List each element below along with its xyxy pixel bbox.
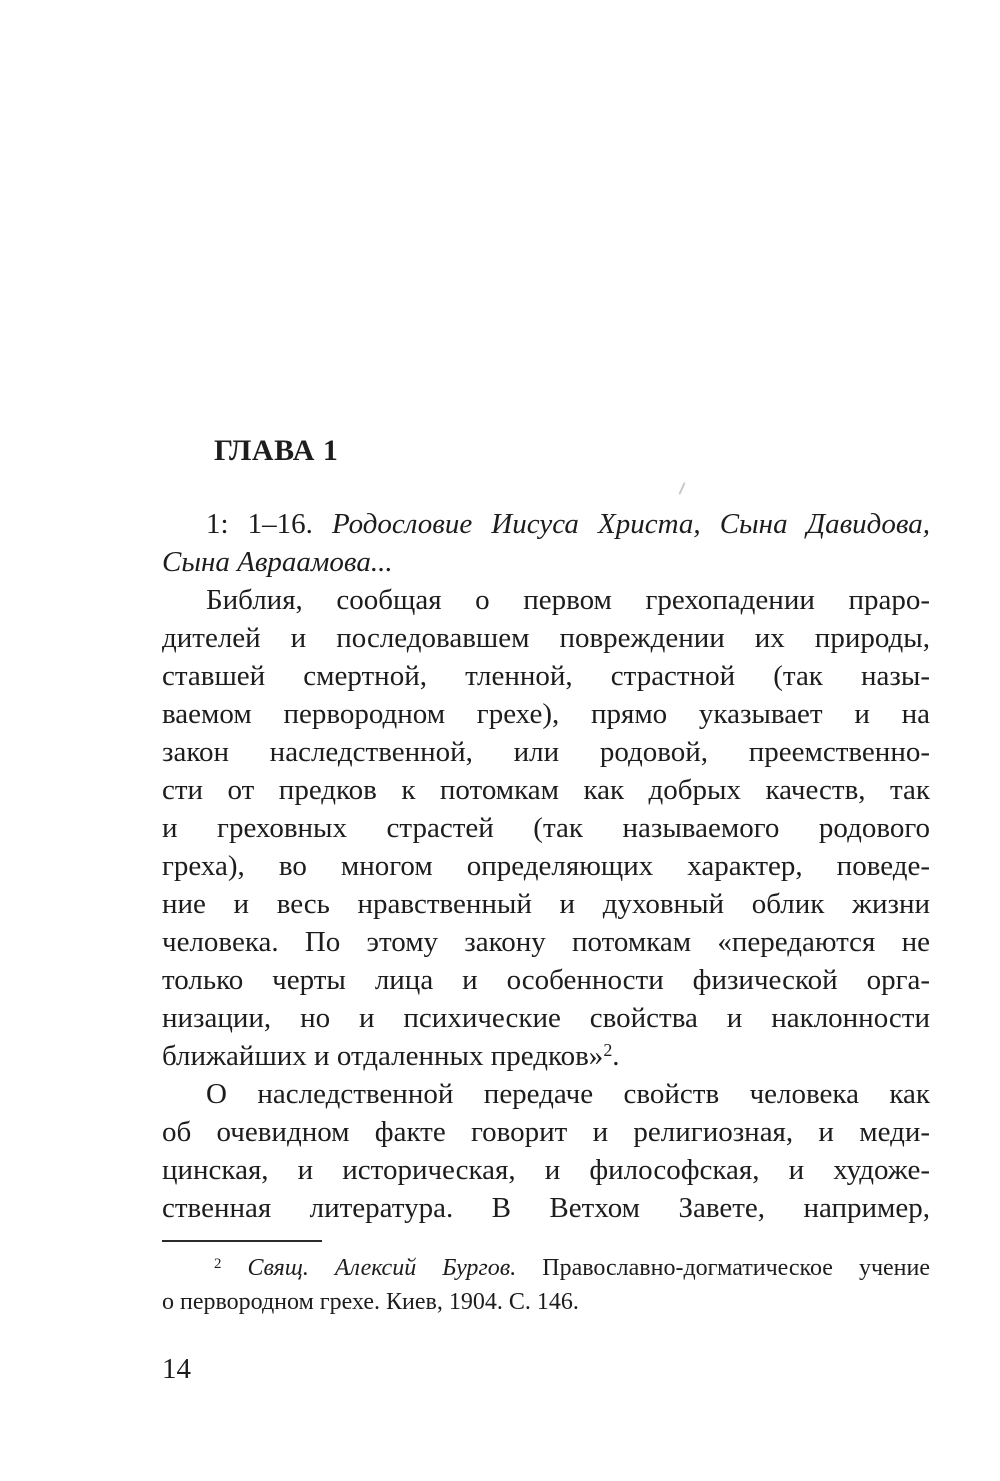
- italic-text: Свящ. Алексий Бургов.: [221, 1255, 517, 1281]
- text-span: об очевидном факте говорит и религиозная, и меди-: [162, 1116, 930, 1148]
- text-span: 1: 1–16.: [206, 508, 332, 540]
- text-line: [162, 809, 930, 847]
- text-line: [162, 1285, 930, 1319]
- text-line: [162, 1037, 930, 1075]
- text-line: [162, 847, 930, 885]
- text-span: ближайших и отдаленных предков»: [162, 1040, 604, 1072]
- text-span: ние и весь нравственный и духовный облик жизни: [162, 888, 930, 920]
- text-line: [162, 505, 930, 543]
- text-line: [162, 961, 930, 999]
- text-span: О наследственной передаче свойств человека как: [206, 1078, 930, 1110]
- italic-text: Сына Авраамова...: [162, 546, 393, 578]
- text-line: [162, 1151, 930, 1189]
- footnote-reference-mark: 2: [603, 1040, 613, 1061]
- footnote-lines: [162, 1251, 930, 1319]
- chapter-heading: ГЛАВА 1: [214, 434, 339, 467]
- body-text: [162, 505, 930, 1227]
- text-line: [162, 999, 930, 1037]
- text-span: дителей и последовавшем повреждении их природы,: [162, 622, 930, 654]
- text-span: и греховных страстей (так называемого родового: [162, 812, 930, 844]
- text-line: [162, 923, 930, 961]
- text-line: [162, 695, 930, 733]
- text-line: [162, 733, 930, 771]
- text-line: [162, 657, 930, 695]
- text-line: [162, 1075, 930, 1113]
- text-line: [162, 619, 930, 657]
- page-number: 14: [162, 1353, 191, 1385]
- text-span: .: [612, 1040, 620, 1072]
- text-span: Библия, сообщая о первом грехопадении праро-: [206, 584, 930, 616]
- text-span: ственная литература. В Ветхом Завете, например,: [162, 1192, 930, 1224]
- text-span: человека. По этому закону потомкам «передаются не: [162, 926, 930, 958]
- text-line: [162, 885, 930, 923]
- text-line: [162, 771, 930, 809]
- text-span: о первородном грехе. Киев, 1904. С. 146.: [162, 1289, 579, 1315]
- text-span: низации, но и психические свойства и наклонности: [162, 1002, 930, 1034]
- text-span: сти от предков к потомкам как добрых качеств, так: [162, 774, 930, 806]
- text-line: [162, 581, 930, 619]
- text-span: ваемом первородном грехе), прямо указывает и на: [162, 698, 930, 730]
- footnote: [162, 1240, 930, 1319]
- text-span: ставшей смертной, тленной, страстной (так назы-: [162, 660, 930, 692]
- italic-text: Родословие Иисуса Христа, Сына Давидова,: [331, 508, 930, 540]
- footnote-separator: [162, 1240, 322, 1242]
- text-line: [162, 1251, 930, 1285]
- page-content: [162, 432, 930, 1319]
- text-span: закон наследственной, или родовой, преемственно-: [162, 736, 930, 768]
- text-span: греха), во многом определяющих характер, поведе-: [162, 850, 930, 882]
- footnote-reference-mark: 2: [214, 1255, 222, 1272]
- text-line: [162, 1189, 930, 1227]
- text-span: цинская, и историческая, и философская, и художе-: [162, 1154, 930, 1186]
- text-line: [162, 1113, 930, 1151]
- text-span: только черты лица и особенности физической орга-: [162, 964, 930, 996]
- text-line: [162, 543, 930, 581]
- text-span: Православно-догматическое учение: [516, 1255, 931, 1281]
